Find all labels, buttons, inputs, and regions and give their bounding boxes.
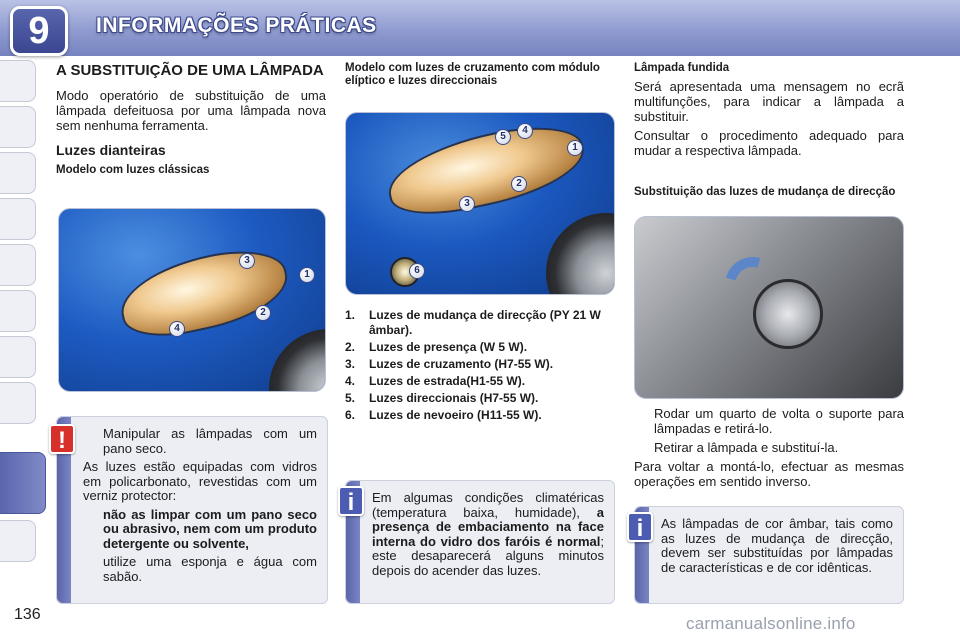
chapter-title: INFORMAÇÕES PRÁTICAS xyxy=(96,14,377,37)
refit-text: Para voltar a montá-lo, efectuar as mesmas operações em sentido inverso. xyxy=(634,459,904,489)
list-item: 4. Luzes de estrada(H1-55 W). xyxy=(345,374,526,388)
blown-bulb-title: Lâmpada fundida xyxy=(634,62,730,74)
chapter-tab[interactable] xyxy=(0,60,36,102)
info-text-pre: Em algumas condições climatéricas (temperatura baixa, humidade), xyxy=(372,490,604,520)
callout-6: 6 xyxy=(409,263,425,279)
info-text-post: ; este desaparecerá alguns minutos depois do acender das luzes. xyxy=(372,533,604,578)
column-1 xyxy=(56,62,326,177)
blown-bulb-text-1: Será apresentada uma mensagem no ecrã multifunções, para indicar a lâmpada a substituir. xyxy=(634,79,904,124)
classic-headlamp-photo xyxy=(58,208,326,392)
bullet-icon xyxy=(634,440,654,455)
elliptic-headlamp-photo xyxy=(345,112,615,295)
info-icon: i xyxy=(338,486,364,516)
callout-2: 2 xyxy=(511,176,527,192)
info-icon: i xyxy=(627,512,653,542)
info-text-bold: a presença de embaciamento na face interna do vidro dos faróis é normal xyxy=(372,504,604,549)
bullet-icon xyxy=(83,555,103,584)
chapter-tab[interactable] xyxy=(0,152,36,194)
callout-1: 1 xyxy=(567,140,583,156)
bullet-icon xyxy=(83,508,103,552)
wheel-image xyxy=(546,213,615,295)
turn-signal-title: Substituição das luzes de mudança de direcção xyxy=(634,186,896,198)
info-box-amber xyxy=(634,506,904,604)
section-title: A SUBSTITUIÇÃO DE UMA LÂMPADA xyxy=(56,62,324,79)
page-header xyxy=(0,0,960,56)
callout-3: 3 xyxy=(459,196,475,212)
chapter-tab[interactable] xyxy=(0,290,36,332)
list-item: 6. Luzes de nevoeiro (H11-55 W). xyxy=(345,408,542,422)
intro-text: Modo operatório de substituição de uma lâmpada defeituosa por uma lâmpada nova sem nenhuma ferramenta. xyxy=(56,88,326,133)
list-item: 5. Luzes direccionais (H7-55 W). xyxy=(345,391,539,405)
step-1: Rodar um quarto de volta o suporte para lâmpadas e retirá-lo. xyxy=(654,406,904,436)
column-2 xyxy=(345,62,615,88)
bullet-icon xyxy=(83,427,103,456)
bullet-icon xyxy=(634,406,654,436)
chapter-tab[interactable] xyxy=(0,336,36,378)
column-3 xyxy=(634,62,904,199)
wheel-image xyxy=(269,329,326,392)
chapter-tab[interactable] xyxy=(0,106,36,148)
callout-3: 3 xyxy=(239,253,255,269)
chapter-tab[interactable] xyxy=(0,244,36,286)
model-title-classic: Modelo com luzes clássicas xyxy=(56,164,210,176)
list-item: 1. Luzes de mudança de direcção (PY 21 W âmbar). xyxy=(345,308,601,337)
chapter-tab[interactable] xyxy=(0,520,36,562)
list-item: 3. Luzes de cruzamento (H7-55 W). xyxy=(345,357,554,371)
callout-5: 5 xyxy=(495,129,511,145)
chapter-number-badge: 9 xyxy=(10,6,68,56)
warning-icon: ! xyxy=(49,424,75,454)
chapter-tab[interactable] xyxy=(0,382,36,424)
turn-signal-holder-photo xyxy=(634,216,904,399)
headlamp-image xyxy=(381,115,591,225)
chapter-tab[interactable] xyxy=(0,198,36,240)
chapter-tabs xyxy=(0,60,42,580)
subsection-title: Luzes dianteiras xyxy=(56,142,166,158)
warning-paragraph: As luzes estão equipadas com vidros em policarbonato, revestidas com um verniz protector: xyxy=(83,459,317,503)
blown-bulb-text-2: Consultar o procedimento adequado para mudar a respectiva lâmpada. xyxy=(634,128,904,158)
chapter-tab-active[interactable] xyxy=(0,452,46,514)
step-2: Retirar a lâmpada e substituí-la. xyxy=(654,440,839,455)
watermark: carmanualsonline.info xyxy=(686,614,856,633)
bulb-list xyxy=(345,308,615,425)
headlamp-image xyxy=(113,240,294,346)
warning-box xyxy=(56,416,328,604)
callout-4: 4 xyxy=(517,123,533,139)
warning-item-3: utilize uma esponja e água com sabão. xyxy=(103,554,317,584)
list-item: 2. Luzes de presença (W 5 W). xyxy=(345,340,528,354)
model-title-elliptic: Modelo com luzes de cruzamento com módulo elíptico e luzes direccionais xyxy=(345,62,600,87)
warning-item-1: Manipular as lâmpadas com um pano seco. xyxy=(103,426,317,456)
info-text: As lâmpadas de cor âmbar, tais como as luzes de mudança de direcção, devem ser substituídas por lâmpadas de características e de cor idênticas. xyxy=(661,516,893,575)
page-number: 136 xyxy=(14,606,41,623)
callout-4: 4 xyxy=(169,321,185,337)
callout-1: 1 xyxy=(299,267,315,283)
callout-2: 2 xyxy=(255,305,271,321)
turn-signal-steps xyxy=(634,406,904,493)
warning-item-2: não as limpar com um pano seco ou abrasivo, nem com um produto detergente ou solvente, xyxy=(103,506,317,551)
info-box-condensation xyxy=(345,480,615,604)
